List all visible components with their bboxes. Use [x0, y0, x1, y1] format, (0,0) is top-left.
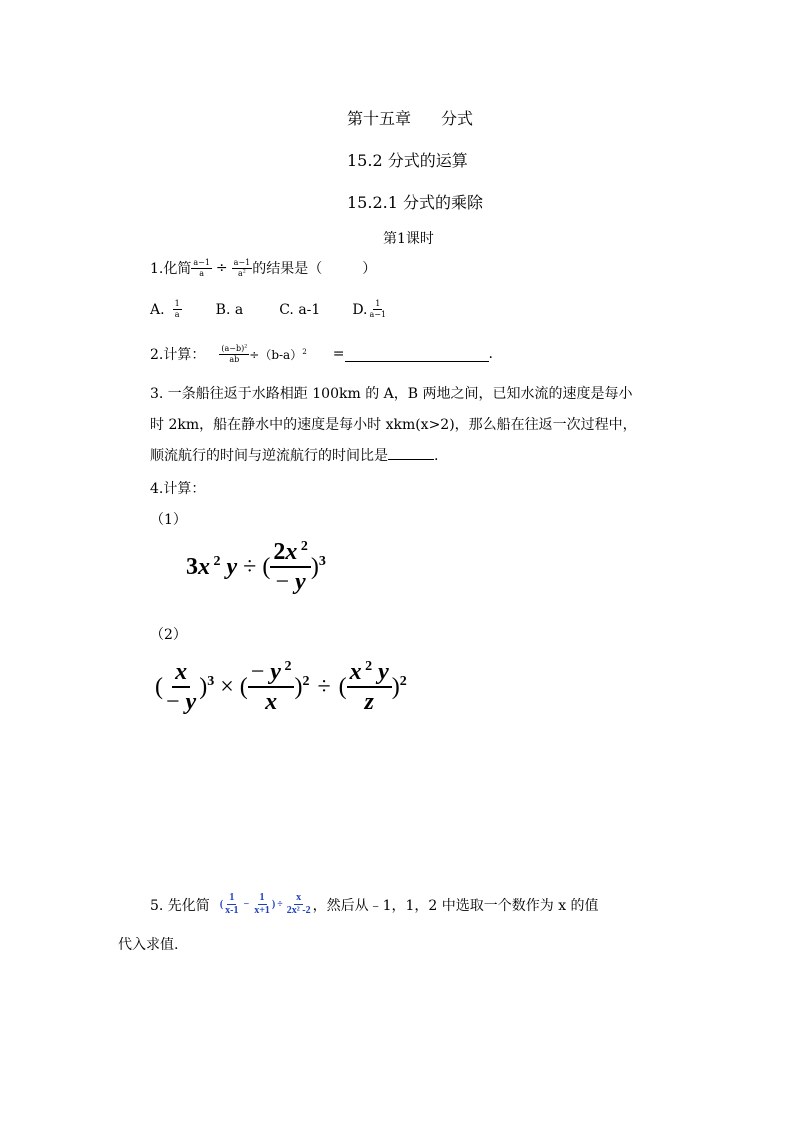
q4e2-lparen-3: (	[338, 673, 347, 700]
q5-fraction-3	[285, 893, 313, 916]
q4e1-fraction	[270, 540, 311, 594]
q4e1-lparen: (	[262, 553, 271, 580]
q3-line-1: 3. 一条船往返于水路相距 100km 的 A，B 两地之间，已知水流的速度是每小	[150, 386, 633, 402]
option-a-den: a	[174, 310, 180, 319]
q4e2-f3-num: x $^2$ y	[347, 660, 392, 688]
q1-suffix: 的结果是（	[252, 261, 323, 277]
q3-line-3-text: 顺流航行的时间与逆流航行的时间比是	[150, 448, 388, 464]
q1-f2-den-text: a	[238, 268, 243, 278]
q1-close: ）	[362, 261, 377, 277]
q5-line-2: 代入求值.	[118, 937, 179, 953]
q1-f1-num: a−1	[193, 257, 210, 267]
option-b: B. a	[215, 301, 244, 318]
chapter-heading	[347, 106, 473, 129]
q5-f2-den: x+1	[254, 905, 270, 916]
q4e2-fraction-3	[347, 660, 392, 714]
q5-fraction-2	[252, 893, 272, 916]
q4e2-fraction-1	[163, 660, 199, 714]
q2-equals: =	[332, 346, 345, 362]
chapter-number: 第十五章	[347, 109, 412, 128]
q4e2-divide: ÷	[317, 673, 331, 700]
q2-prefix: 2.计算：	[150, 347, 206, 363]
q1-f1-den: a	[199, 268, 205, 278]
q4e2-fraction-2	[248, 660, 295, 714]
q4e2-rparen-1: )$^3$	[199, 673, 215, 700]
option-d-den: a−1	[369, 310, 387, 319]
q1-f2-den: $a^2$	[238, 268, 246, 278]
q5-f1-num: 1	[229, 892, 235, 903]
q2-rest-text: ÷（b-a）	[249, 347, 303, 362]
question-5	[150, 893, 599, 916]
q1-operator: ÷	[215, 260, 228, 276]
option-c: C. a-1	[279, 301, 321, 318]
q4e1-divide: ÷	[243, 553, 257, 580]
q5-fraction-1	[223, 893, 240, 916]
q5-suffix: ，然后从﹣1，1，2 中选取一个数作为 x 的值	[312, 897, 599, 914]
q5-f3-num: x	[296, 892, 302, 903]
q3-line-3	[150, 445, 438, 465]
q3-answer-blank[interactable]	[388, 445, 434, 460]
q4-expression-1	[186, 540, 326, 594]
q4e2-times: ×	[220, 673, 234, 700]
q5-f3-den: 2x² -2	[286, 905, 311, 916]
q4e2-rparen-2: )$^2$	[294, 673, 310, 700]
q5-f2-num: 1	[259, 892, 265, 903]
q2-f-num: $(a-b)^2$	[221, 343, 248, 353]
chapter-title: 分式	[441, 109, 474, 128]
q5-minus: −	[243, 899, 250, 910]
q4-part-2-label: （2）	[150, 627, 187, 643]
q1-f2-num: a−1	[233, 257, 251, 267]
q4-part-1-label: （1）	[150, 512, 187, 528]
q2-fraction	[219, 345, 249, 364]
subsection-heading: 15.2.1 分式的乘除	[347, 193, 483, 212]
q4e1-den: − y	[275, 569, 306, 595]
q5-rparen: )	[271, 899, 276, 910]
option-d-num: 1	[375, 299, 381, 308]
option-a-fraction	[173, 300, 182, 319]
q4-expression-2	[155, 660, 407, 714]
option-a-num: 1	[174, 299, 180, 308]
option-d-fraction	[368, 300, 389, 319]
q4e1-term: 3x $^2$ y	[186, 553, 238, 580]
option-d-label: D.	[352, 301, 368, 318]
q5-prefix: 5. 先化简	[150, 897, 210, 914]
q1-fraction-1	[191, 259, 212, 278]
q3-line-2: 时 2km，船在静水中的速度是每小时 xkm(x>2)，那么船在往返一次过程中，	[150, 417, 637, 433]
q5-expression	[220, 893, 313, 916]
q4e1-rparen: )$^3$	[310, 553, 326, 580]
q4e2-lparen-2: (	[239, 673, 248, 700]
q4e2-rparen-3: )$^2$	[391, 673, 407, 700]
q4e2-f3-den: z	[364, 689, 374, 715]
q4-title: 4.计算：	[150, 481, 206, 497]
q4e1-num: 2x $^2$	[270, 540, 311, 568]
q2-f-den: ab	[229, 354, 240, 364]
q5-lparen: (	[219, 899, 224, 910]
q1-options	[150, 300, 388, 319]
q5-f1-den: x-1	[225, 905, 239, 916]
q2-f-num-text: (a−b)	[221, 343, 245, 353]
question-1	[150, 258, 376, 278]
q4e2-f2-num: − y $^2$	[248, 660, 295, 688]
q4e2-f1-num: x	[172, 660, 190, 688]
q2-rest: $\div(b-a)^2$	[249, 346, 307, 362]
option-d	[352, 300, 388, 319]
q1-prefix: 1.化简	[150, 261, 192, 277]
section-heading: 15.2 分式的运算	[347, 151, 468, 170]
q1-fraction-2	[232, 259, 253, 278]
option-a	[150, 300, 182, 319]
q4e2-f1-den: − y	[166, 689, 197, 715]
q4e2-lparen-1: (	[155, 673, 163, 700]
q2-answer-blank[interactable]	[345, 347, 489, 362]
q5-operator: ÷	[277, 899, 283, 910]
lesson-heading: 第1课时	[383, 231, 434, 247]
q4e2-f2-den: x	[265, 689, 278, 715]
q3-line-3-end: .	[434, 448, 439, 464]
q2-end: .	[488, 346, 493, 362]
question-2	[150, 344, 493, 364]
option-a-label: A.	[150, 301, 165, 318]
